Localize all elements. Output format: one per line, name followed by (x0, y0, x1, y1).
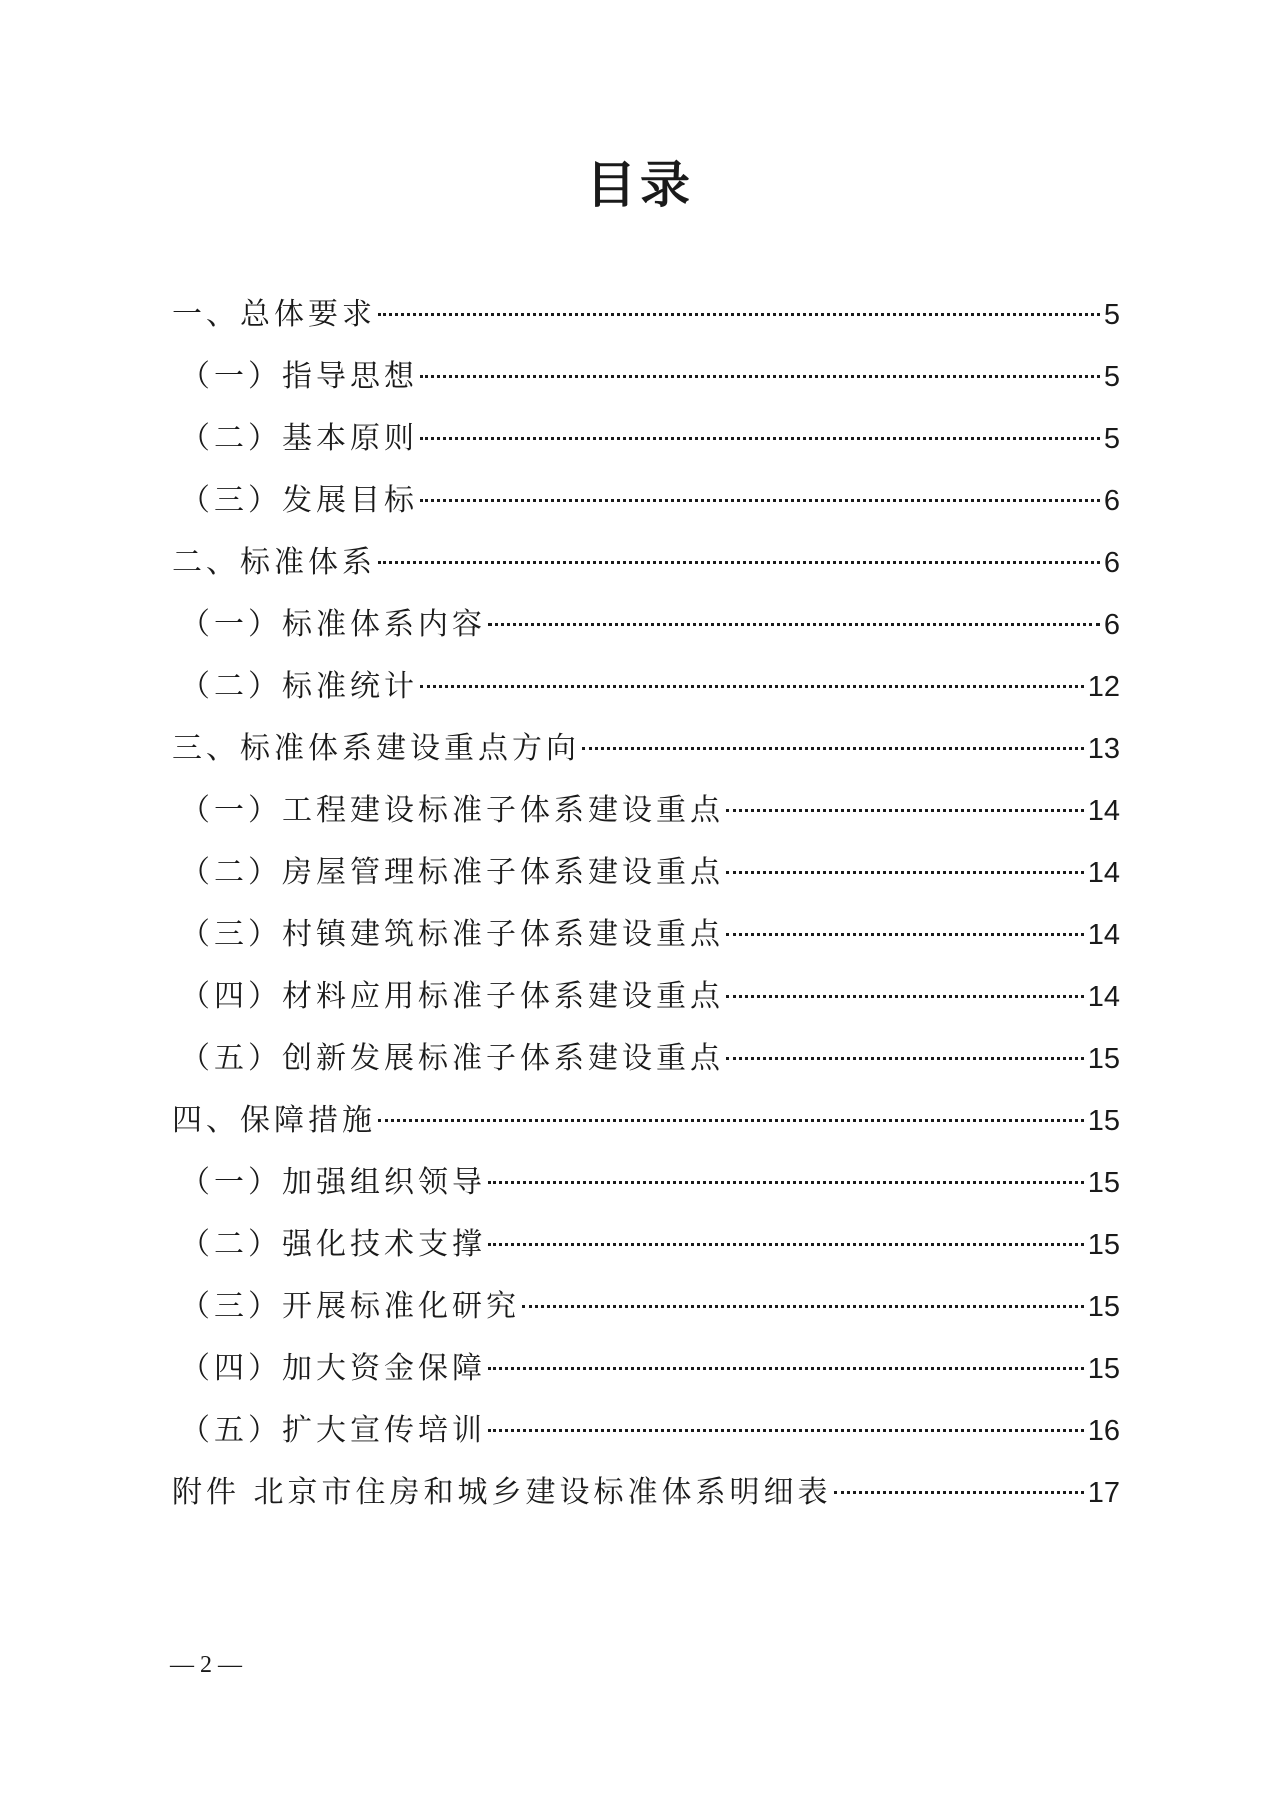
toc-entry[interactable] (172, 842, 1120, 904)
toc-entry[interactable] (172, 408, 1120, 470)
toc-dot-leader (522, 1305, 1084, 1308)
toc-entry-label: （一）标准体系内容 (180, 607, 486, 642)
toc-entry-label: （一）指导思想 (180, 359, 418, 394)
toc-entry-label: 附件 北京市住房和城乡建设标准体系明细表 (172, 1475, 832, 1510)
toc-entry-label: （五）创新发展标准子体系建设重点 (180, 1041, 724, 1076)
toc-entry-page: 16 (1087, 1415, 1120, 1447)
toc-entry-page: 15 (1087, 1167, 1120, 1199)
toc-dot-leader (378, 1119, 1084, 1122)
toc-entry-page: 5 (1103, 423, 1120, 455)
toc-entry-page: 12 (1087, 671, 1120, 703)
toc-dot-leader (582, 747, 1084, 750)
toc-entry[interactable] (172, 594, 1120, 656)
toc-entry[interactable] (172, 1400, 1120, 1462)
toc-dot-leader (420, 437, 1100, 440)
toc-entry[interactable] (172, 656, 1120, 718)
toc-entry-page: 13 (1087, 733, 1120, 765)
toc-entry-page: 6 (1103, 609, 1120, 641)
toc-entry-page: 15 (1087, 1229, 1120, 1261)
toc-entry-page: 17 (1087, 1477, 1120, 1509)
toc-entry-label: （二）基本原则 (180, 421, 418, 456)
toc-entry-page: 15 (1087, 1291, 1120, 1323)
toc-entry[interactable] (172, 1090, 1120, 1152)
toc-entry-page: 5 (1103, 361, 1120, 393)
toc-entry[interactable] (172, 718, 1120, 780)
page-number: — 2 — (170, 1652, 242, 1678)
toc-dot-leader (726, 871, 1084, 874)
toc-entry-label: （三）开展标准化研究 (180, 1289, 520, 1324)
toc-entry-page: 14 (1087, 981, 1120, 1013)
toc-dot-leader (726, 1057, 1084, 1060)
toc-dot-leader (488, 623, 1100, 626)
toc-dot-leader (834, 1491, 1084, 1494)
toc-entry-label: （三）发展目标 (180, 483, 418, 518)
toc-entry[interactable] (172, 1214, 1120, 1276)
table-of-contents (172, 284, 1120, 1524)
toc-dot-leader (488, 1429, 1084, 1432)
toc-entry-page: 6 (1103, 547, 1120, 579)
toc-dot-leader (488, 1243, 1084, 1246)
toc-entry[interactable] (172, 346, 1120, 408)
toc-entry-page: 15 (1087, 1043, 1120, 1075)
toc-entry-page: 14 (1087, 919, 1120, 951)
toc-entry[interactable] (172, 780, 1120, 842)
toc-entry-page: 6 (1103, 485, 1120, 517)
toc-dot-leader (420, 499, 1100, 502)
toc-entry-label: 四、保障措施 (172, 1103, 376, 1138)
toc-entry-label: 一、总体要求 (172, 297, 376, 332)
toc-entry-label: （二）标准统计 (180, 669, 418, 704)
toc-dot-leader (378, 561, 1100, 564)
toc-dot-leader (726, 995, 1084, 998)
toc-entry[interactable] (172, 284, 1120, 346)
toc-dot-leader (726, 809, 1084, 812)
toc-entry-label: （一）工程建设标准子体系建设重点 (180, 793, 724, 828)
toc-entry-label: （二）房屋管理标准子体系建设重点 (180, 855, 724, 890)
toc-dot-leader (378, 313, 1100, 316)
toc-entry-label: 三、标准体系建设重点方向 (172, 731, 580, 766)
toc-dot-leader (726, 933, 1084, 936)
toc-entry-label: （二）强化技术支撑 (180, 1227, 486, 1262)
toc-entry-label: （五）扩大宣传培训 (180, 1413, 486, 1448)
toc-entry[interactable] (172, 1028, 1120, 1090)
toc-entry[interactable] (172, 966, 1120, 1028)
toc-entry-page: 15 (1087, 1353, 1120, 1385)
toc-entry[interactable] (172, 1338, 1120, 1400)
toc-entry[interactable] (172, 1276, 1120, 1338)
toc-entry-label: （四）材料应用标准子体系建设重点 (180, 979, 724, 1014)
toc-entry[interactable] (172, 532, 1120, 594)
toc-dot-leader (420, 375, 1100, 378)
toc-entry-page: 5 (1103, 299, 1120, 331)
toc-entry[interactable] (172, 1152, 1120, 1214)
toc-entry[interactable] (172, 904, 1120, 966)
toc-entry-label: （三）村镇建筑标准子体系建设重点 (180, 917, 724, 952)
toc-entry-page: 14 (1087, 795, 1120, 827)
toc-entry-label: （四）加大资金保障 (180, 1351, 486, 1386)
toc-entry[interactable] (172, 470, 1120, 532)
toc-dot-leader (488, 1367, 1084, 1370)
toc-entry-page: 14 (1087, 857, 1120, 889)
toc-entry-label: （一）加强组织领导 (180, 1165, 486, 1200)
toc-dot-leader (420, 685, 1084, 688)
toc-dot-leader (488, 1181, 1084, 1184)
page-title: 目录 (586, 155, 694, 214)
toc-entry-label: 二、标准体系 (172, 545, 376, 580)
toc-entry-page: 15 (1087, 1105, 1120, 1137)
toc-entry[interactable] (172, 1462, 1120, 1524)
